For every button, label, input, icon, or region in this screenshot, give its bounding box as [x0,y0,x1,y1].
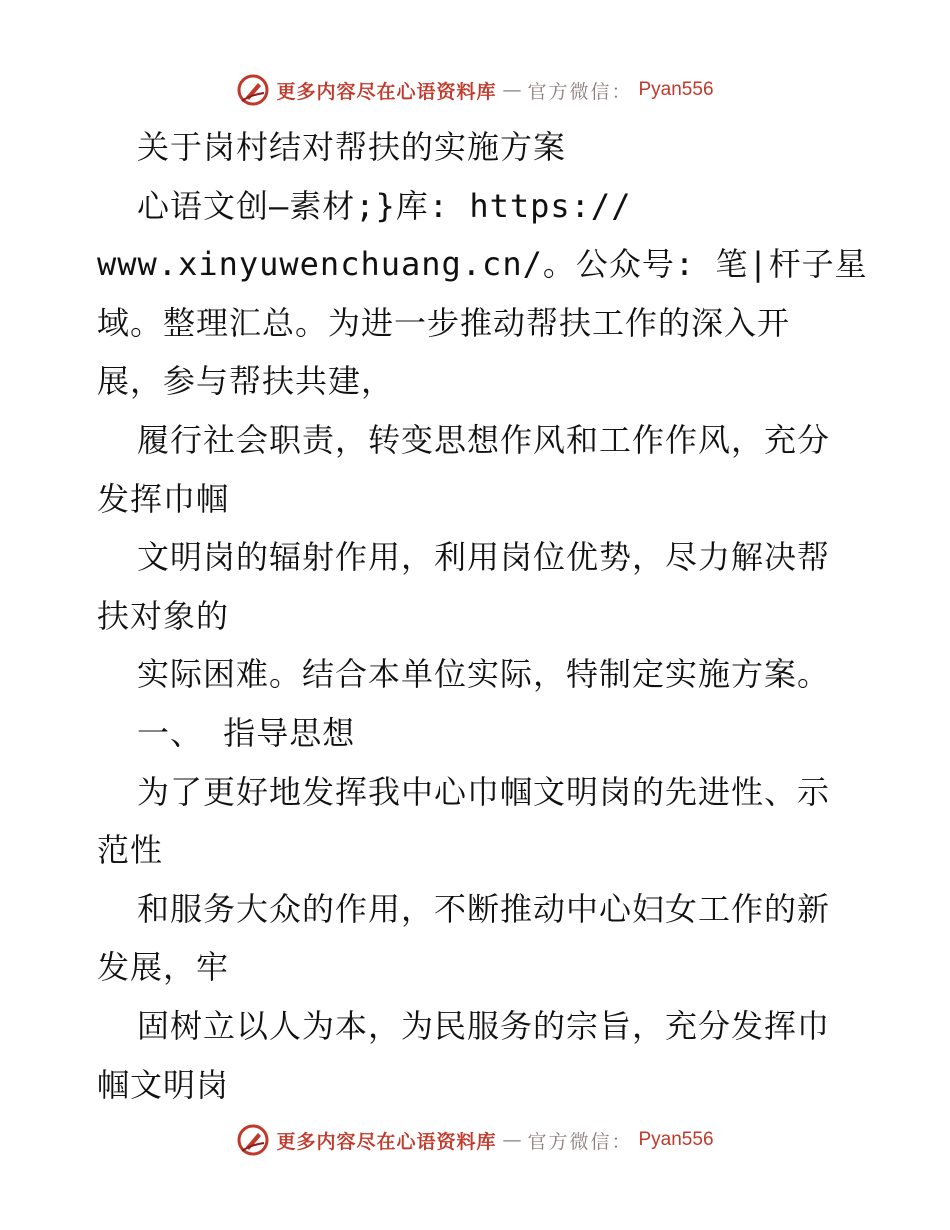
doc-line: 为了更好地发挥我中心巾帼文明岗的先进性、示 [137,772,831,811]
banner-separator: — [502,1129,522,1151]
banner-separator: — [502,79,522,101]
doc-line: 履行社会职责，转变思想作风和工作作风，充分 [137,420,831,459]
doc-line: www.xinyuwenchuang.cn/。公众号: 笔|杆子星 [97,245,868,284]
doc-title: 关于岗村结对帮扶的实施方案 [137,128,567,166]
doc-line: 和服务大众的作用，不断推动中心妇女工作的新 [137,889,831,928]
document-body [97,118,867,1114]
doc-line: 域。整理汇总。为进一步推动帮扶工作的深入开 [97,303,791,342]
footer-banner [0,1118,950,1162]
doc-line: 扶对象的 [97,596,230,635]
pen-logo-icon [236,1123,270,1157]
wechat-id: Pyan556 [638,79,714,100]
footer-banner-inner [236,1123,713,1157]
doc-line: 发展，牢 [97,948,230,987]
wechat-label: 官方微信： [527,80,633,103]
doc-line: 心语文创—素材;}库: https:// [137,186,632,225]
pen-logo-icon [236,73,270,107]
wechat-id: Pyan556 [638,1129,714,1150]
promo-text: 更多内容尽在心语资料库 [276,1130,497,1153]
wechat-label: 官方微信： [527,1130,633,1153]
doc-line: 范性 [97,831,164,870]
header-banner-inner [236,73,713,107]
doc-line: 固树立以人为本，为民服务的宗旨，充分发挥巾 [137,1006,831,1045]
doc-line: 帼文明岗 [97,1065,230,1104]
doc-line: 发挥巾帼 [97,479,230,518]
section-heading: 一、 指导思想 [137,713,356,752]
doc-line: 实际困难。结合本单位实际，特制定实施方案。 [137,655,831,694]
header-banner [0,68,950,112]
promo-text: 更多内容尽在心语资料库 [276,80,497,103]
doc-line: 展，参与帮扶共建， [97,362,395,401]
doc-line: 文明岗的辐射作用，利用岗位优势，尽力解决帮 [137,538,831,577]
